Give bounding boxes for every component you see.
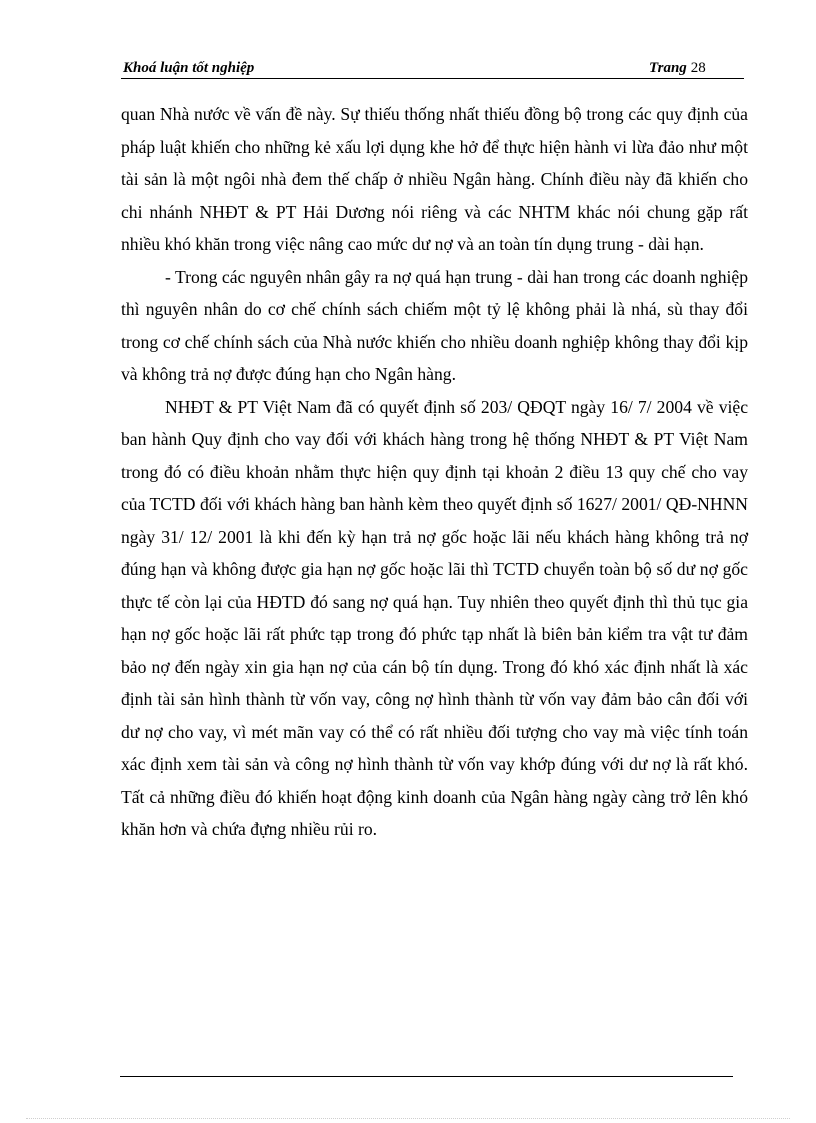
header-title: Khoá luận tốt nghiệp <box>123 60 255 76</box>
paragraph-decision: NHĐT & PT Việt Nam đã có quyết định số 203/ QĐQT ngày 16/ 7/ 2004 về việc ban hành Quy định cho vay đối với khách hàng trong hệ thống NHĐT & PT Việt Nam trong đó có điều khoản nhằm thực hiện quy định tại khoản 2 điều 13 quy chế cho vay của TCTD đối với khách hàng ban hành kèm theo quyết định số 1627/ 2001/ QĐ-NHNN ngày 31/ 12/ 2001 là khi đến kỳ hạn trả nợ gốc hoặc lãi nếu khách hàng không trả nợ đúng hạn và không được gia hạn nợ gốc hoặc lãi thì TCTD chuyển toàn bộ số dư nợ gốc thực tế còn lại của HĐTD đó sang nợ quá hạn. Tuy nhiên theo quyết định thì thủ tục gia hạn nợ gốc hoặc lãi rất phức tạp trong đó phức tạp nhất là biên bản kiểm tra vật tư đảm bảo nợ đến ngày xin gia hạn nợ của cán bộ tín dụng. Trong đó khó xác định nhất là xác định tài sản hình thành từ vốn vay, công nợ hình thành từ vốn vay đảm bảo cân đối với dư nợ cho vay, vì mét mãn vay có thể có rất nhiều đối tượng cho vay mà việc tính toán xác định xem tài sản và công nợ hình thành từ vốn vay khớp đúng với dư nợ là rất khó. Tất cả những điều đó khiến hoạt động kinh doanh của Ngân hàng ngày càng trở lên khó khăn hơn và chứa đựng nhiều rủi ro. <box>121 396 748 839</box>
document-body <box>121 98 748 846</box>
footer-divider <box>120 1076 733 1077</box>
header-page-indicator <box>649 60 706 77</box>
paragraph-cause: - Trong các nguyên nhân gây ra nợ quá hạn trung - dài han trong các doanh nghiệp thì nguyên nhân do cơ chế chính sách chiếm một tỷ lệ không phải là nhá, sù thay đổi trong cơ chế chính sách của Nhà nước khiến cho nhiều doanh nghiệp không thay đổi kịp và không trả nợ được đúng hạn cho Ngân hàng. <box>121 266 748 384</box>
header-page-number: 28 <box>690 60 706 76</box>
page-bottom-edge <box>26 1118 790 1119</box>
paragraph-continuation: quan Nhà nước về vấn đề này. Sự thiếu thống nhất thiếu đồng bộ trong các quy định của pháp luật khiến cho những kẻ xấu lợi dụng khe hở để thực hiện hành vi lừa đảo như một tài sản là một ngôi nhà đem thế chấp ở nhiều Ngân hàng. Chính điều này đã khiến cho chi nhánh NHĐT & PT Hải Dương nói riêng và các NHTM khác nói chung gặp rất nhiều khó khăn trong việc nâng cao mức dư nợ và an toàn tín dụng trung - dài hạn. <box>121 104 748 254</box>
header-page-label: Trang <box>649 60 687 76</box>
page-header <box>121 58 744 79</box>
